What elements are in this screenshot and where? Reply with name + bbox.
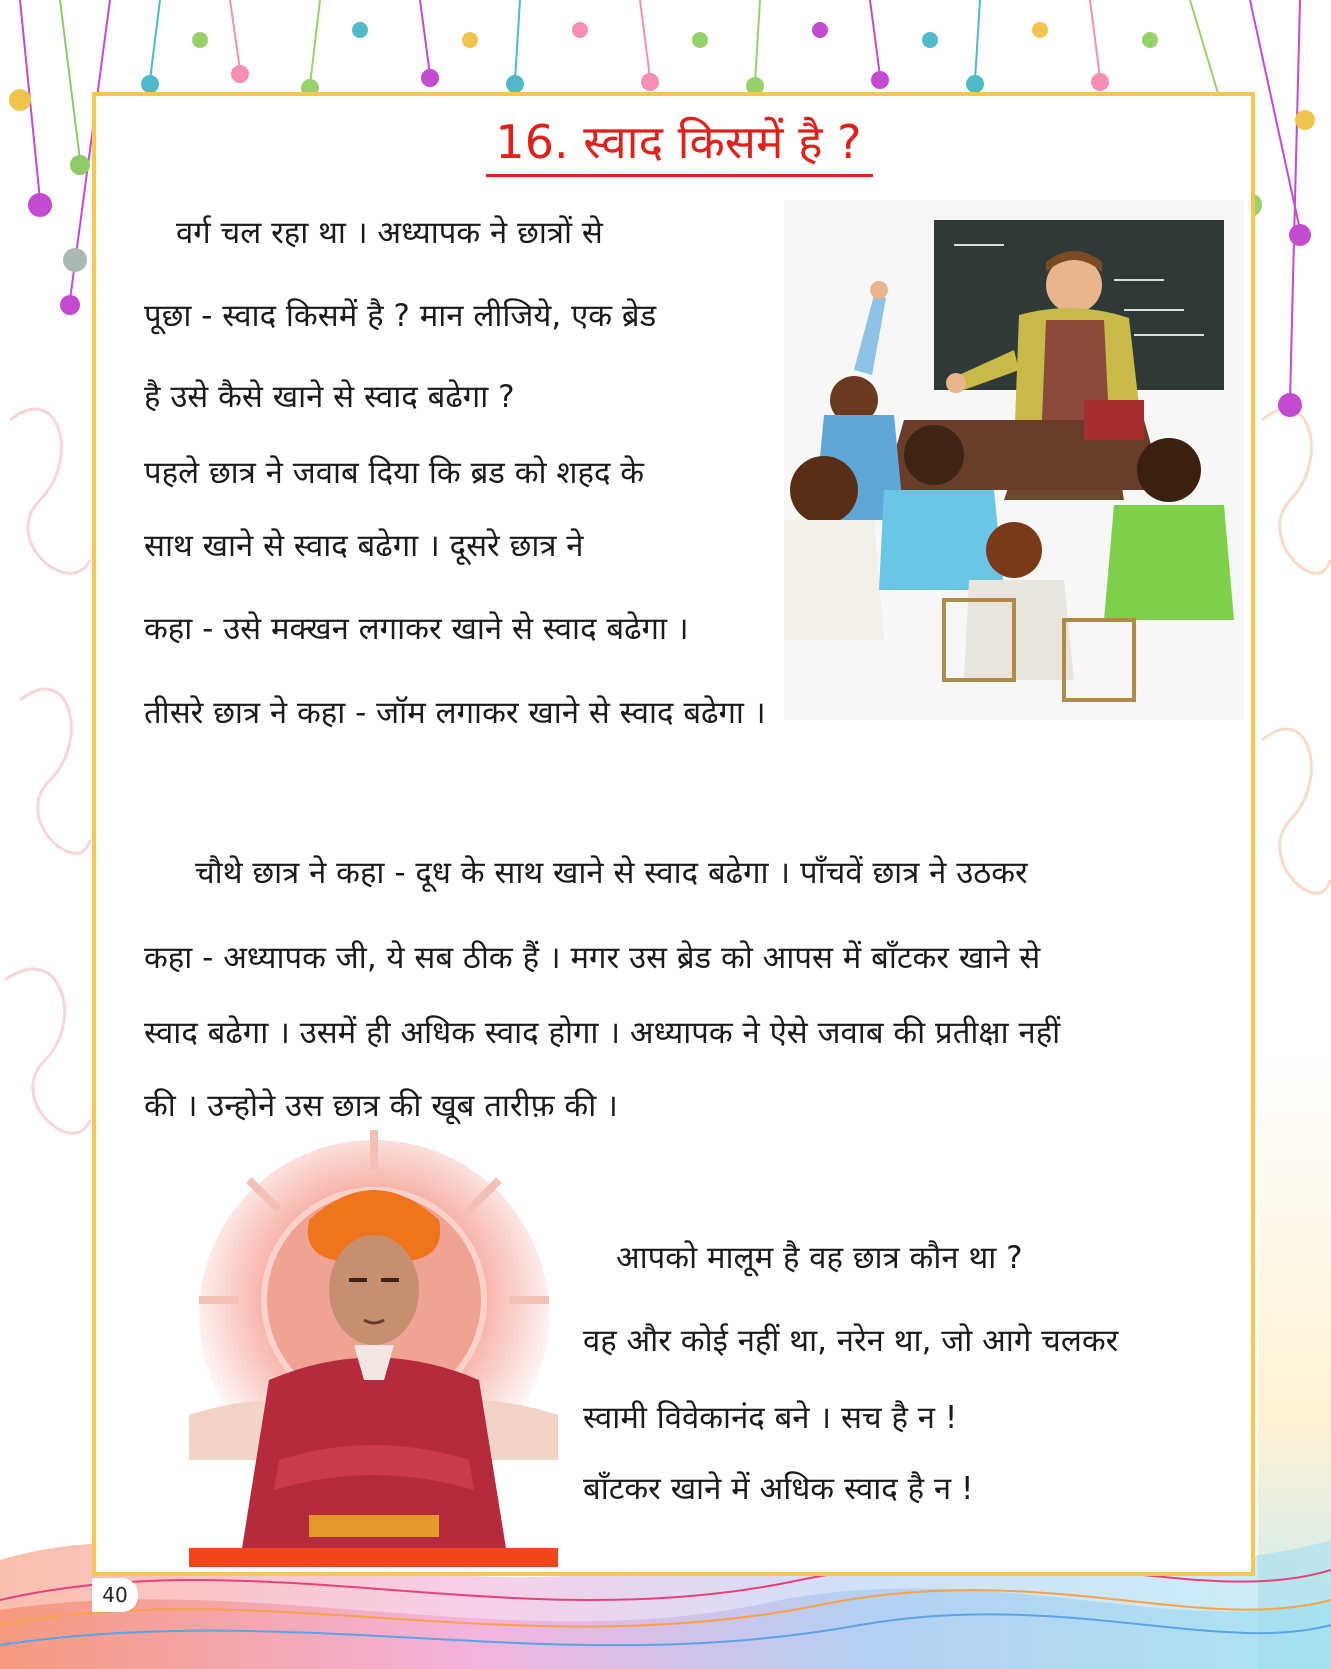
paragraph1-line: पूछा - स्वाद किसमें है ? मान लीजिये, एक ब्रेड	[144, 298, 657, 334]
paragraph1-line: है उसे कैसे खाने से स्वाद बढेगा ?	[144, 379, 515, 415]
paragraph2-line: कहा - अध्यापक जी, ये सब ठीक हैं । मगर उस ब्रेड को आपस में बाँटकर खाने से	[144, 940, 1041, 976]
portrait-illustration	[189, 1130, 558, 1567]
paragraph2-line: चौथे छात्र ने कहा - दूध के साथ खाने से स्वाद बढेगा । पाँचवें छात्र ने उठकर	[195, 855, 1028, 891]
paragraph1-line: वर्ग चल रहा था । अध्यापक ने छात्रों से	[176, 215, 603, 251]
closing-line: बाँटकर खाने में अधिक स्वाद है न !	[583, 1471, 974, 1507]
closing-line: स्वामी विवेकानंद बने । सच है न !	[583, 1400, 958, 1436]
paragraph2-line: स्वाद बढेगा । उसमें ही अधिक स्वाद होगा । अध्यापक ने ऐसे जवाब की प्रतीक्षा नहीं	[144, 1015, 1061, 1051]
closing-line: आपको मालूम है वह छात्र कौन था ?	[616, 1240, 1023, 1276]
paragraph1-line: तीसरे छात्र ने कहा - जॉम लगाकर खाने से स्वाद बढेगा ।	[144, 695, 766, 731]
paragraph1-line: कहा - उसे मक्खन लगाकर खाने से स्वाद बढेगा ।	[144, 611, 689, 647]
title-underline	[486, 174, 873, 177]
paragraph1-line: साथ खाने से स्वाद बढेगा । दूसरे छात्र ने	[144, 528, 584, 564]
page-number: 40	[92, 1578, 138, 1612]
classroom-illustration	[784, 200, 1244, 720]
paragraph2-line: की । उन्होने उस छात्र की खूब तारीफ़ की ।	[144, 1088, 618, 1124]
lesson-title: 16. स्वाद किसमें है ?	[495, 115, 862, 169]
paragraph1-line: पहले छात्र ने जवाब दिया कि ब्रड को शहद के	[144, 455, 645, 491]
closing-line: वह और कोई नहीं था, नरेन था, जो आगे चलकर	[583, 1323, 1119, 1359]
